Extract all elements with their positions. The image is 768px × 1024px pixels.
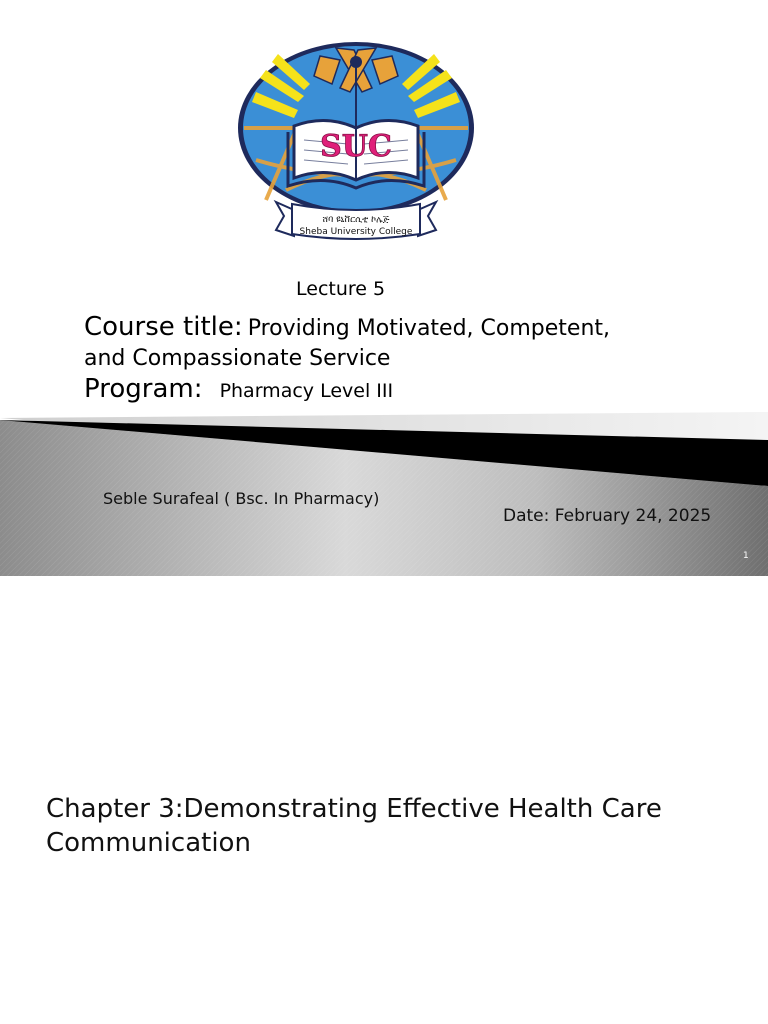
slide-page-number: 1 xyxy=(743,551,749,561)
svg-text:Sheba University College: Sheba University College xyxy=(299,227,413,237)
course-title-part2: and Compassionate Service xyxy=(84,346,391,371)
course-title-block xyxy=(84,314,744,402)
lecture-date: Date: February 24, 2025 xyxy=(503,506,712,526)
svg-text:SUC: SUC xyxy=(320,129,392,164)
lecture-number: Lecture 5 xyxy=(296,278,386,300)
chapter-slide xyxy=(0,576,768,1024)
course-title-part1: Providing Motivated, Competent, xyxy=(247,316,611,341)
program-value: Pharmacy Level III xyxy=(219,380,394,402)
program-label: Program: xyxy=(84,374,203,404)
svg-text:ሸባ ዩኒቨርሲቲ ኮሌጅ: ሸባ ዩኒቨርሲቲ ኮሌጅ xyxy=(322,215,390,225)
sheba-university-college-logo xyxy=(236,40,476,245)
course-title-label: Course title: xyxy=(84,312,243,342)
chapter-title: Chapter 3:Demonstrating Effective Health Care Communication xyxy=(46,794,662,858)
author-name: Seble Surafeal ( Bsc. In Pharmacy) xyxy=(103,489,380,508)
